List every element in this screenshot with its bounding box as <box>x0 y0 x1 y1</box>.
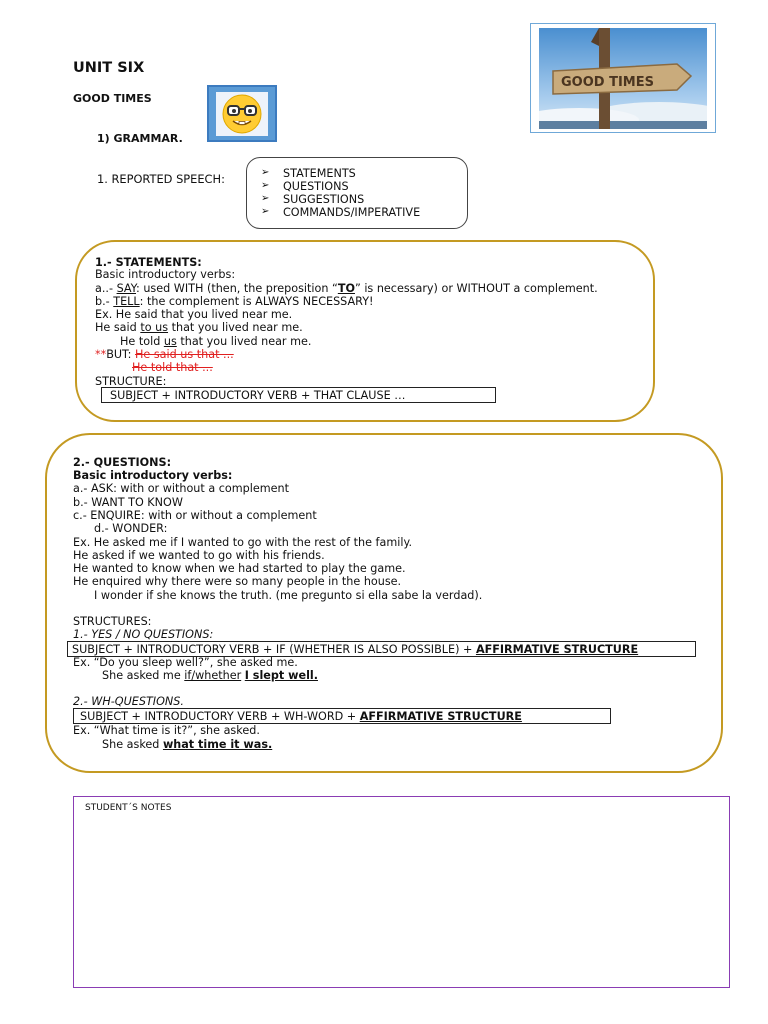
statements-intro: Basic introductory verbs: <box>95 268 236 281</box>
structure-label: STRUCTURE: <box>95 375 167 388</box>
arrow-bullet-icon: ➢ <box>261 193 270 204</box>
yes-no-example: She asked me if/whether I slept well. <box>102 669 318 682</box>
arrow-bullet-icon: ➢ <box>261 167 270 178</box>
reported-speech-heading: 1. REPORTED SPEECH: <box>97 172 225 186</box>
wh-label: 2.- WH-QUESTIONS. <box>73 695 184 708</box>
unit-title: UNIT SIX <box>73 60 145 76</box>
verb-ask: a.- ASK: with or without a complement <box>73 482 289 495</box>
good-times-photo <box>530 23 716 133</box>
statement-example: He said to us that you lived near me. <box>95 321 303 334</box>
questions-intro: Basic introductory verbs: <box>73 469 233 482</box>
question-example: He wanted to know when we had started to play the game. <box>73 562 406 575</box>
arrow-bullet-icon: ➢ <box>261 180 270 191</box>
list-item: ➢ COMMANDS/IMPERATIVE <box>261 206 421 219</box>
yes-no-formula-box <box>67 641 696 657</box>
yes-no-formula: SUBJECT + INTRODUCTORY VERB + IF (WHETHER IS ALSO POSSIBLE) + AFFIRMATIVE STRUCTURE <box>72 643 639 656</box>
grammar-heading: 1) GRAMMAR. <box>97 132 183 145</box>
statement-example: He told us that you lived near me. <box>120 335 312 348</box>
tell-rule: b.- TELL: the complement is ALWAYS NECESSARY! <box>95 295 374 308</box>
structure-formula-box <box>101 387 496 403</box>
wh-formula: SUBJECT + INTRODUCTORY VERB + WH-WORD + AFFIRMATIVE STRUCTURE <box>80 710 522 723</box>
photo-sign-text: GOOD TIMES <box>561 75 654 90</box>
speech-types-box <box>246 157 468 229</box>
list-item: ➢ QUESTIONS <box>261 180 349 193</box>
wh-formula-box <box>73 708 611 724</box>
verb-want-to-know: b.- WANT TO KNOW <box>73 496 183 509</box>
but-warning: **BUT: He said us that ... <box>95 348 234 361</box>
but-warning-2: He told that ... <box>132 361 213 374</box>
student-notes-box[interactable] <box>73 796 730 988</box>
question-example: He enquired why there were so many people in the house. <box>73 575 402 588</box>
question-example: Ex. He asked me if I wanted to go with the rest of the family. <box>73 536 413 549</box>
statements-heading: 1.- STATEMENTS: <box>95 256 202 269</box>
yes-no-example: Ex. “Do you sleep well?”, she asked me. <box>73 656 298 669</box>
say-rule: a..- SAY: used WITH (then, the preposition “TO” is necessary) or WITHOUT a complement. <box>95 282 598 295</box>
wh-example: Ex. “What time is it?”, she asked. <box>73 724 260 737</box>
structure-formula: SUBJECT + INTRODUCTORY VERB + THAT CLAUSE … <box>110 389 406 402</box>
list-item: ➢ SUGGESTIONS <box>261 193 365 206</box>
wh-example: She asked what time it was. <box>102 738 273 751</box>
questions-heading: 2.- QUESTIONS: <box>73 456 172 469</box>
student-notes-label: STUDENT´S NOTES <box>85 803 172 813</box>
unit-subtitle: GOOD TIMES <box>73 92 152 105</box>
yes-no-label: 1.- YES / NO QUESTIONS: <box>73 628 214 641</box>
question-example: I wonder if she knows the truth. (me pregunto si ella sabe la verdad). <box>94 589 483 602</box>
statement-example: Ex. He said that you lived near me. <box>95 308 293 321</box>
verb-wonder: d.- WONDER: <box>94 522 168 535</box>
arrow-bullet-icon: ➢ <box>261 206 270 217</box>
structures-label: STRUCTURES: <box>73 615 152 628</box>
nerd-face-icon <box>207 85 277 142</box>
verb-enquire: c.- ENQUIRE: with or without a complement <box>73 509 317 522</box>
list-item: ➢ STATEMENTS <box>261 167 356 180</box>
question-example: He asked if we wanted to go with his friends. <box>73 549 325 562</box>
